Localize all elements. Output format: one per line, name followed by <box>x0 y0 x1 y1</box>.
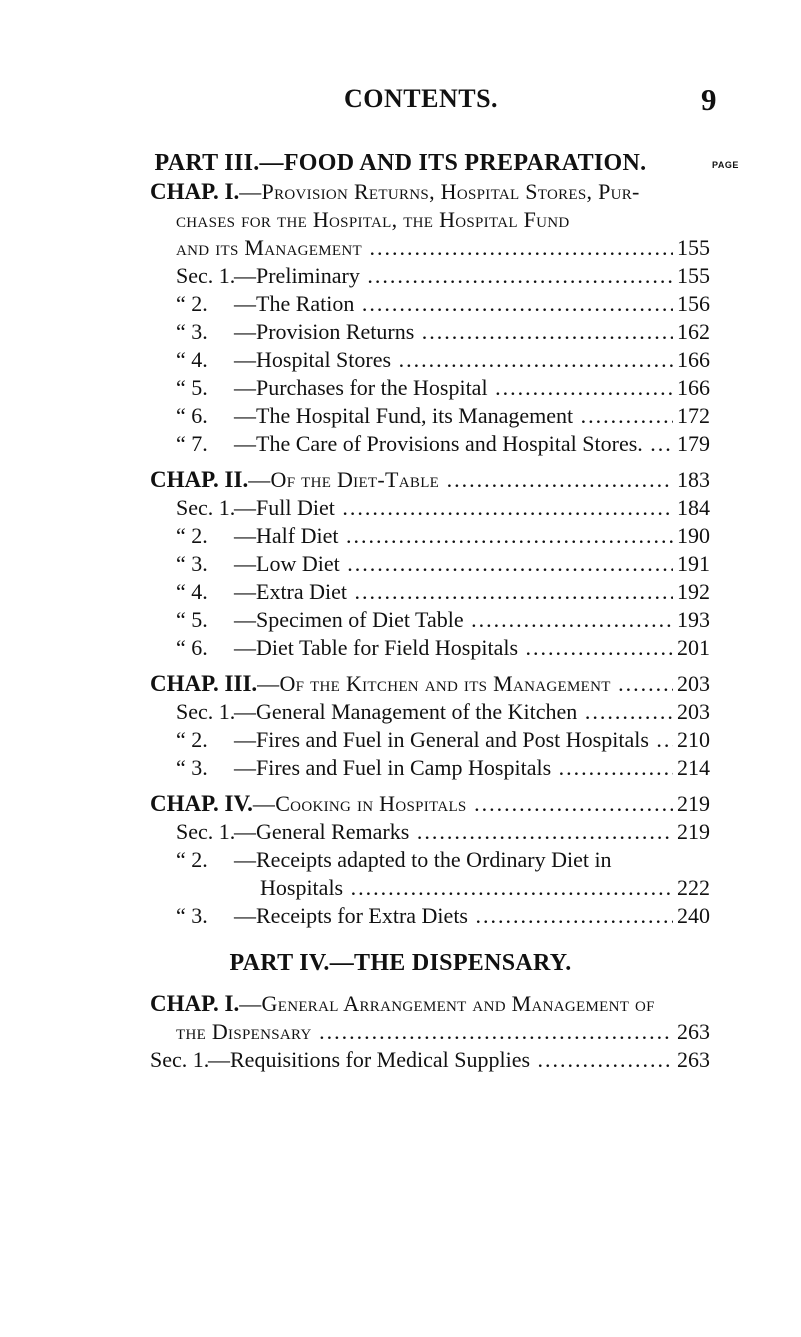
running-head <box>0 84 801 118</box>
page-ref: 166 <box>677 375 710 400</box>
page-ref: 192 <box>677 579 710 604</box>
toc-entry: the Dispensary ..... 263 <box>176 1018 710 1046</box>
toc-entry: “ 3. —Low Diet ..... 191 <box>176 550 710 578</box>
page-ref: 210 <box>677 727 710 752</box>
page-ref: 201 <box>677 635 710 660</box>
chapter-iv-heading: CHAP. IV.—Cooking in Hospitals ..... 219 <box>150 790 710 818</box>
page-ref: 240 <box>677 903 710 928</box>
toc-entry: Sec. 1.—General Remarks ..... 219 <box>176 818 710 846</box>
page-ref: 166 <box>677 347 710 372</box>
toc-entry: “ 3. —Provision Returns ..... 162 <box>176 318 710 346</box>
chapter-iii-heading: CHAP. III.—Of the Kitchen and its Management ..... 203 <box>150 670 710 698</box>
part-iv-chapter-i-heading: CHAP. I.—General Arrangement and Management of <box>150 991 655 1016</box>
toc-entry-line: “ 2. —Receipts adapted to the Ordinary Diet in <box>176 847 612 872</box>
toc-entry: “ 7. —The Care of Provisions and Hospital Stores. ..... 179 <box>176 430 710 458</box>
page-ref: 156 <box>677 291 710 316</box>
page-column-label: PAGE <box>712 160 739 170</box>
toc-entry: “ 4. —Extra Diet ..... 192 <box>176 578 710 606</box>
toc-entry: Hospitals ..... 222 <box>260 874 710 902</box>
toc-entry: Sec. 1.—Requisitions for Medical Supplies ..... 263 <box>150 1046 710 1074</box>
page-ref: 219 <box>677 791 710 816</box>
page-ref: 263 <box>677 1047 710 1072</box>
page-ref: 190 <box>677 523 710 548</box>
page-ref: 155 <box>677 263 710 288</box>
page-ref: 184 <box>677 495 710 520</box>
page-ref: 203 <box>677 699 710 724</box>
chapter-i-heading: CHAP. I.—Provision Returns, Hospital Stores, Pur- chases for the Hospital, the Hospital Fund <box>150 179 640 232</box>
page-ref: 183 <box>677 467 710 492</box>
page-ref: 155 <box>677 235 710 260</box>
running-title: CONTENTS. <box>344 84 499 113</box>
toc-entry: Sec. 1.—Preliminary ..... 155 <box>176 262 710 290</box>
toc-entry: “ 2. —The Ration ..... 156 <box>176 290 710 318</box>
toc-entry: “ 3. —Fires and Fuel in Camp Hospitals ..... 214 <box>176 754 710 782</box>
page-number: 9 <box>701 82 717 117</box>
toc-entry: “ 2. —Half Diet ..... 190 <box>176 522 710 550</box>
chapter-ii-heading: CHAP. II.—Of the Diet-Table ..... 183 <box>150 466 710 494</box>
toc-entry: “ 6. —The Hospital Fund, its Management ..... 172 <box>176 402 710 430</box>
page-ref: 219 <box>677 819 710 844</box>
page-ref: 193 <box>677 607 710 632</box>
toc-entry: “ 5. —Purchases for the Hospital ..... 166 <box>176 374 710 402</box>
toc-entry: Sec. 1.—Full Diet ..... 184 <box>176 494 710 522</box>
page-ref: 191 <box>677 551 710 576</box>
toc-entry: Sec. 1.—General Management of the Kitchen ..... 203 <box>176 698 710 726</box>
page-ref: 263 <box>677 1019 710 1044</box>
page-ref: 214 <box>677 755 710 780</box>
toc-entry: “ 3. —Receipts for Extra Diets ..... 240 <box>176 902 710 930</box>
toc-entry: and its Management ..... 155 <box>176 234 710 262</box>
part-iv-heading: PART IV.—THE DISPENSARY. <box>229 950 572 976</box>
page-ref: 179 <box>677 431 710 456</box>
toc-entry: “ 2. —Fires and Fuel in General and Post Hospitals ..... 210 <box>176 726 710 754</box>
page-ref: 162 <box>677 319 710 344</box>
page-ref: 172 <box>677 403 710 428</box>
toc-entry: “ 4. —Hospital Stores ..... 166 <box>176 346 710 374</box>
page-ref: 222 <box>677 875 710 900</box>
page-ref: 203 <box>677 671 710 696</box>
part-iii-heading: PART III.—FOOD AND ITS PREPARATION. <box>154 150 647 176</box>
toc-entry: “ 6. —Diet Table for Field Hospitals ..... 201 <box>176 634 710 662</box>
toc-entry: “ 5. —Specimen of Diet Table ..... 193 <box>176 606 710 634</box>
